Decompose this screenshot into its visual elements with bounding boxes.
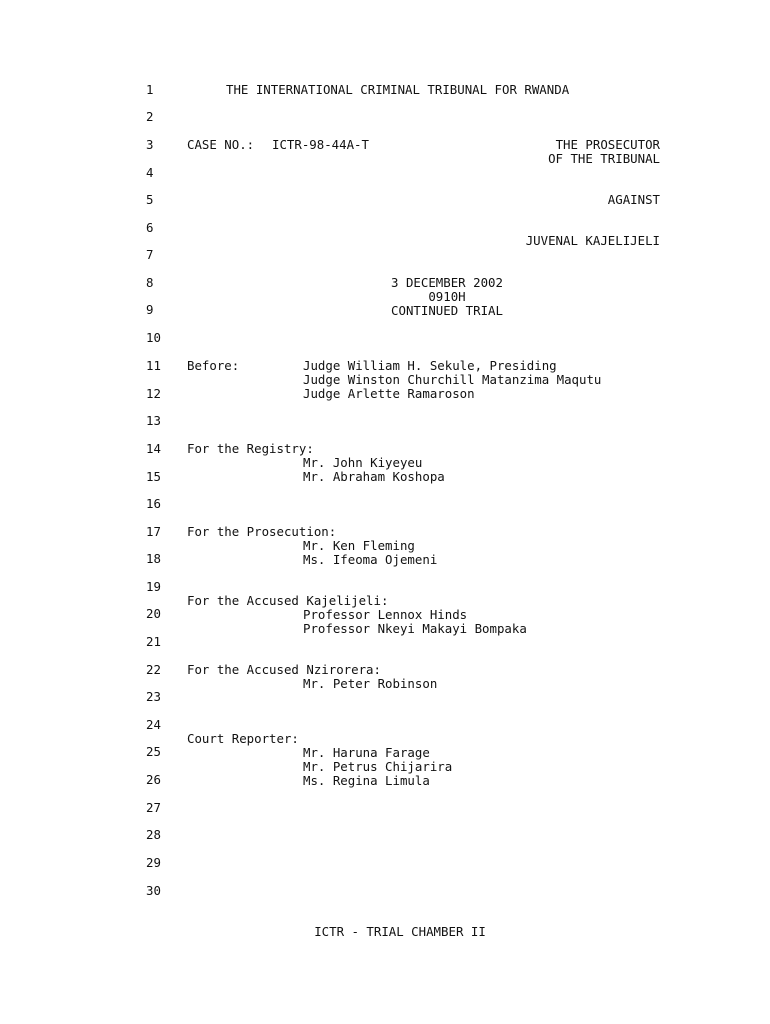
line-number: 27 xyxy=(146,800,161,815)
line-number: 18 xyxy=(146,551,161,566)
line-number: 30 xyxy=(146,883,161,898)
line-number: 19 xyxy=(146,579,161,594)
judge-name: Judge Winston Churchill Matanzima Maqutu xyxy=(303,372,602,387)
prosecution-name: Mr. Ken Fleming xyxy=(303,538,415,553)
bench-label: Before: xyxy=(187,358,240,373)
prosecution-name: Ms. Ifeoma Ojemeni xyxy=(303,552,438,567)
line-number: 4 xyxy=(146,165,154,180)
against-label: AGAINST xyxy=(607,192,660,207)
line-number: 3 xyxy=(146,137,154,152)
court-reporter-name: Mr. Petrus Chijarira xyxy=(303,759,453,774)
line-number: 24 xyxy=(146,717,161,732)
line-number: 29 xyxy=(146,855,161,870)
registry-name: Mr. Abraham Koshopa xyxy=(303,469,445,484)
defence-kajelijeli-label: For the Accused Kajelijeli: xyxy=(187,593,389,608)
line-number: 11 xyxy=(146,358,161,373)
session-time: 0910H xyxy=(428,289,466,304)
line-number: 15 xyxy=(146,469,161,484)
line-number: 6 xyxy=(146,220,154,235)
line-number: 16 xyxy=(146,496,161,511)
line-number: 7 xyxy=(146,247,154,262)
defence-counsel-name: Mr. Peter Robinson xyxy=(303,676,438,691)
case-number: ICTR-98-44A-T xyxy=(272,137,369,152)
prosecutor-line-1: THE PROSECUTOR xyxy=(555,137,660,152)
line-number: 20 xyxy=(146,606,161,621)
defence-nzirorera-label: For the Accused Nzirorera: xyxy=(187,662,381,677)
line-number: 26 xyxy=(146,772,161,787)
court-reporter-label: Court Reporter: xyxy=(187,731,299,746)
line-number: 28 xyxy=(146,827,161,842)
line-number: 5 xyxy=(146,192,154,207)
tribunal-title: THE INTERNATIONAL CRIMINAL TRIBUNAL FOR RWANDA xyxy=(226,82,570,97)
line-number: 12 xyxy=(146,386,161,401)
judge-name: Judge Arlette Ramaroson xyxy=(303,386,475,401)
court-reporter-name: Mr. Haruna Farage xyxy=(303,745,430,760)
line-number: 8 xyxy=(146,275,154,290)
line-number: 17 xyxy=(146,524,161,539)
session-date: 3 DECEMBER 2002 xyxy=(391,275,503,290)
line-number: 10 xyxy=(146,330,161,345)
line-number: 22 xyxy=(146,662,161,677)
registry-label: For the Registry: xyxy=(187,441,314,456)
defence-counsel-name: Professor Lennox Hinds xyxy=(303,607,468,622)
line-number: 14 xyxy=(146,441,161,456)
line-number: 1 xyxy=(146,82,154,97)
prosecutor-line-2: OF THE TRIBUNAL xyxy=(548,151,660,166)
line-number: 23 xyxy=(146,689,161,704)
line-number: 25 xyxy=(146,744,161,759)
defence-counsel-name: Professor Nkeyi Makayi Bompaka xyxy=(303,621,527,636)
session-type: CONTINUED TRIAL xyxy=(391,303,503,318)
line-number: 9 xyxy=(146,302,154,317)
registry-name: Mr. John Kiyeyeu xyxy=(303,455,423,470)
judge-name: Judge William H. Sekule, Presiding xyxy=(303,358,557,373)
line-number: 2 xyxy=(146,109,154,124)
prosecution-label: For the Prosecution: xyxy=(187,524,337,539)
accused-name: JUVENAL KAJELIJELI xyxy=(525,233,660,248)
case-number-label: CASE NO.: xyxy=(187,137,255,152)
line-number: 21 xyxy=(146,634,161,649)
page-footer: ICTR - TRIAL CHAMBER II xyxy=(314,924,486,939)
court-reporter-name: Ms. Regina Limula xyxy=(303,773,430,788)
line-number: 13 xyxy=(146,413,161,428)
